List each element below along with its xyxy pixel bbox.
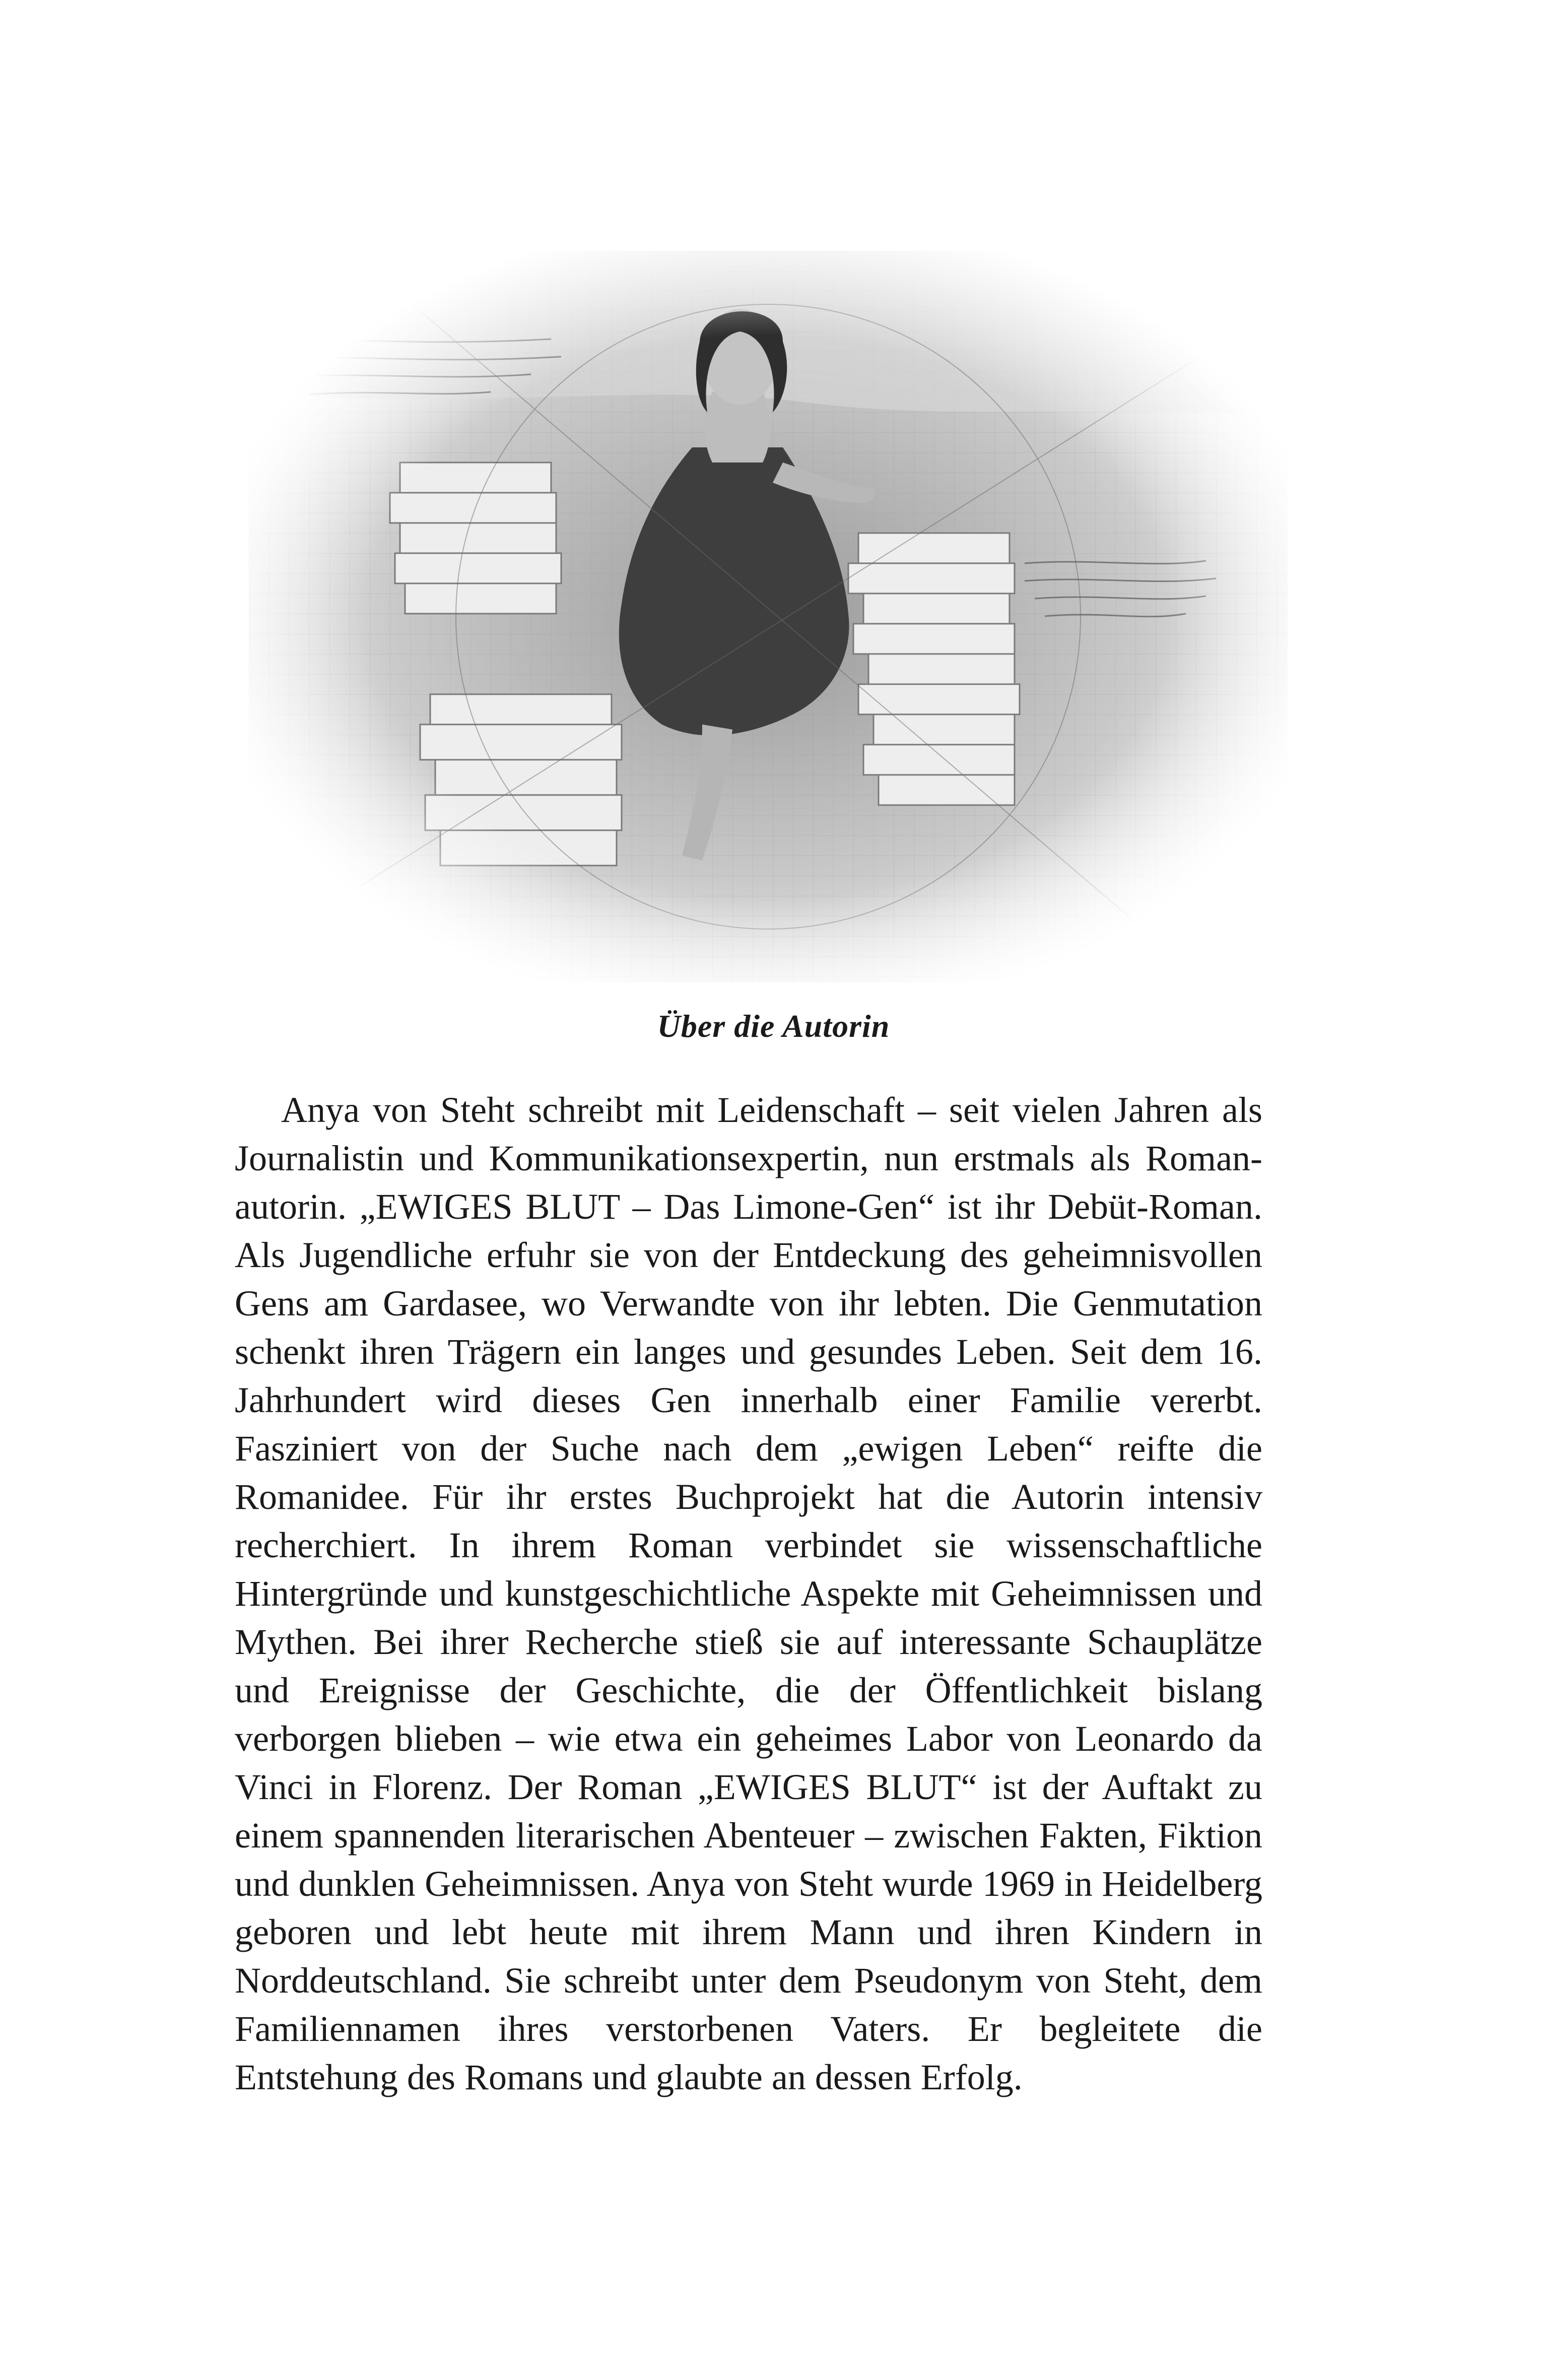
author-photo (249, 251, 1288, 982)
section-heading: Über die Autorin (657, 1008, 890, 1044)
author-photo-icon (249, 251, 1288, 982)
author-biography (235, 1086, 1262, 2101)
biography-paragraph: Anya von Steht schreibt mit Leidenschaft – seit vielen Jahren als Journalistin und Kommunikationsexpertin, nun erstmals als Roman-autorin. „EWIGES BLUT – Das Limone-Gen“ ist ihr Debüt-Roman. Als Jugendliche erfuhr sie von der Entdeckung des geheimnisvollen Gens am Gardasee, wo Verwandte von ihr lebten. Die Genmutation schenkt ihren Trägern ein langes und gesundes Leben. Seit dem 16. Jahrhundert wird dieses Gen innerhalb einer Familie vererbt. Fasziniert von der Suche nach dem „ewigen Leben“ reifte die Romanidee. Für ihr erstes Buchprojekt hat die Autorin intensiv recherchiert. In ihrem Roman verbindet sie wissenschaftliche Hintergründe und kunstgeschichtliche Aspekte mit Geheimnissen und Mythen. Bei ihrer Recherche stieß sie auf interessante Schauplätze und Ereignisse der Geschichte, die der Öffentlichkeit bislang verborgen blieben – wie etwa ein geheimes Labor von Leonardo da Vinci in Florenz. Der Roman „EWIGES BLUT“ ist der Auftakt zu einem spannenden literarischen Abenteuer – zwischen Fakten, Fiktion und dunklen Geheimnissen. Anya von Steht wurde 1969 in Heidelberg geboren und lebt heute mit ihrem Mann und ihren Kindern in Norddeutschland. Sie schreibt unter dem Pseudonym von Steht, dem Familiennamen ihres verstorbenen Vaters. Er begleitete die Entstehung des Romans und glaubte an dessen Erfolg. (235, 1090, 1262, 2097)
